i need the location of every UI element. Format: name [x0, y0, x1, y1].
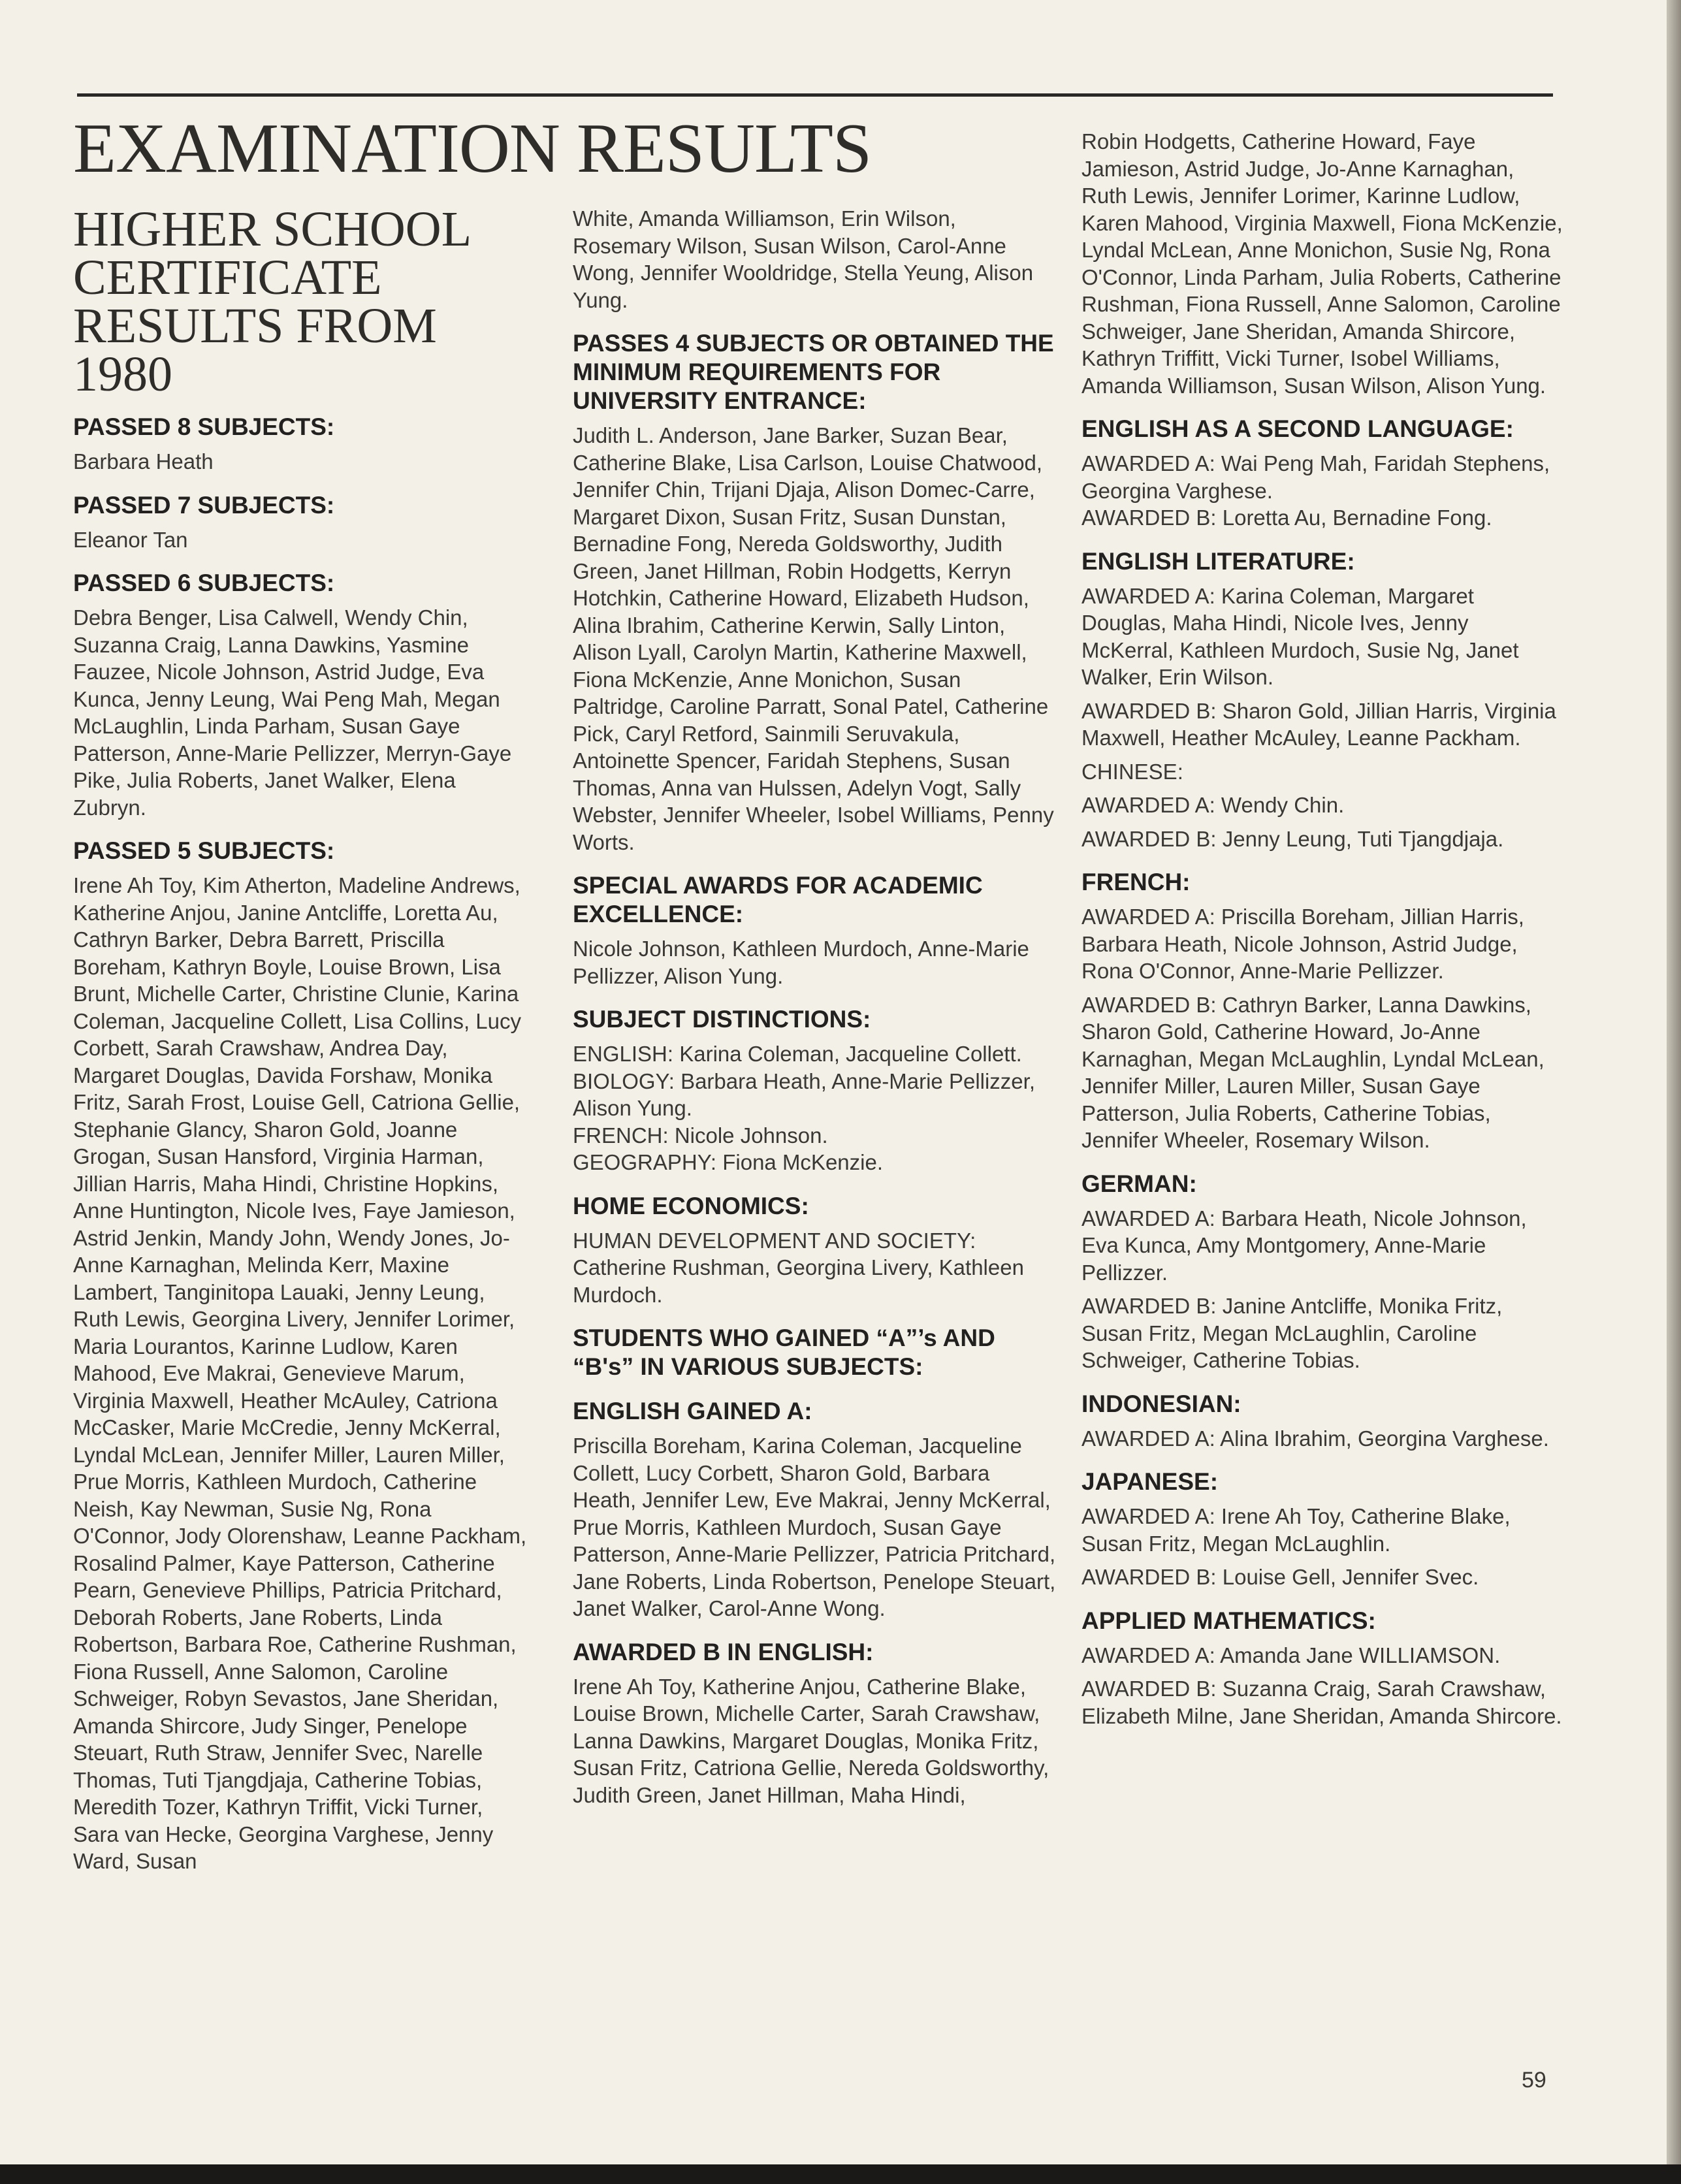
heading-passed-6: PASSED 6 SUBJECTS:: [73, 570, 335, 596]
names-passes-4: Judith L. Anderson, Jane Barker, Suzan Bear, Catherine Blake, Lisa Carlson, Louise Chatwood, Jennifer Chin, Trijani Djaja, Alison Domec-Carre, Margaret Dixon, Susan Fritz, Susan Dunstan, Bernadine Fong, Nereda Goldsworthy, Judith Green, Janet Hillman, Robin Hodgetts, Kerryn Hotchkin, Catherine Howard, Elizabeth Hudson, Alina Ibrahim, Catherine Kerwin, Sally Linton, Alison Lyall, Carolyn Martin, Katherine Maxwell, Fiona McKenzie, Anne Monichon, Susan Paltridge, Caroline Parratt, Sonal Patel, Catherine Pick, Caryl Retford, Sainmili Seruvakula, Antoinette Spencer, Faridah Stephens, Susan Thomas, Anna van Hulssen, Adelyn Vogt, Sally Webster, Jennifer Wheeler, Isobel Williams, Penny Worts.: [573, 423, 1054, 854]
esl-awarded-b: AWARDED B: Loretta Au, Bernadine Fong.: [1081, 506, 1492, 530]
japanese-awarded-a: AWARDED A: Irene Ah Toy, Catherine Blake, Susan Fritz, Megan McLaughlin.: [1081, 1504, 1511, 1556]
mathematics-awarded-a: AWARDED A: Amanda Jane WILLIAMSON.: [1081, 1643, 1501, 1667]
heading-subject-distinctions: SUBJECT DISTINCTIONS:: [573, 1006, 871, 1033]
distinction-english: ENGLISH: Karina Coleman, Jacqueline Collett.: [573, 1042, 1022, 1066]
heading-home-economics: HOME ECONOMICS:: [573, 1192, 809, 1219]
names-passed-6: Debra Benger, Lisa Calwell, Wendy Chin, Suzanna Craig, Lanna Dawkins, Yasmine Fauzee, Nicole Johnson, Astrid Judge, Eva Kunca, Jenny Leung, Wai Peng Mah, Megan McLaughlin, Linda Parham, Susan Gaye Patterson, Anne-Marie Pellizzer, Merryn-Gaye Pike, Julia Roberts, Janet Walker, Elena Zubryn.: [73, 605, 512, 820]
heading-passes-4: PASSES 4 SUBJECTS OR OBTAINED THE MINIMUM REQUIREMENTS FOR UNIVERSITY ENTRANCE:: [573, 330, 1054, 414]
heading-esl: ENGLISH AS A SECOND LANGUAGE:: [1081, 415, 1514, 442]
names-passed-5-continued: White, Amanda Williamson, Erin Wilson, Rosemary Wilson, Susan Wilson, Carol-Anne Wong, Jennifer Wooldridge, Stella Yeung, Alison Yung.: [573, 206, 1034, 312]
column-3: [1081, 128, 1565, 1736]
esl-awarded-a: AWARDED A: Wai Peng Mah, Faridah Stephens, Georgina Varghese.: [1081, 451, 1550, 503]
heading-german: GERMAN:: [1081, 1170, 1197, 1197]
heading-awarded-b-english: AWARDED B IN ENGLISH:: [573, 1638, 874, 1665]
names-awarded-b-english: Irene Ah Toy, Katherine Anjou, Catherine Blake, Louise Brown, Michelle Carter, Sarah Crawshaw, Lanna Dawkins, Margaret Douglas, Monika Fritz, Susan Fritz, Catriona Gellie, Nereda Goldsworthy, Judith Green, Janet Hillman, Maha Hindi,: [573, 1674, 1049, 1807]
heading-students-gained: STUDENTS WHO GAINED “A”’s AND “B's” IN VARIOUS SUBJECTS:: [573, 1325, 995, 1380]
names-passed-5: Irene Ah Toy, Kim Atherton, Madeline Andrews, Katherine Anjou, Janine Antcliffe, Loretta Au, Cathryn Barker, Debra Barrett, Priscilla Boreham, Kathryn Boyle, Louise Brown, Lisa Brunt, Michelle Carter, Christine Clunie, Karina Coleman, Jacqueline Collett, Lisa Collins, Lucy Corbett, Sarah Crawshaw, Andrea Day, Margaret Douglas, Davida Forshaw, Monika Fritz, Sarah Frost, Louise Gell, Catriona Gellie, Stephanie Glancy, Sharon Gold, Joanne Grogan, Susan Hansford, Virginia Harman, Jillian Harris, Maha Hindi, Christine Hopkins, Anne Huntington, Nicole Ives, Faye Jamieson, Astrid Jenkin, Mandy John, Wendy Jones, Jo-Anne Karnaghan, Melinda Kerr, Maxine Lambert, Tanginitopa Lauaki, Jenny Leung, Ruth Lewis, Georgina Livery, Jennifer Lorimer, Maria Lourantos, Karinne Ludlow, Karen Mahood, Eve Makrai, Genevieve Marum, Virginia Maxwell, Heather McAuley, Catriona McCasker, Marie McCredie, Jenny McKerral, Lyndal McLean, Jennifer Miller, Lauren Miller, Prue Morris, Kathleen Murdoch, Catherine Neish, Kay Newman, Susie Ng, Rona O'Connor, Jody Olorenshaw, Leanne Packham, Rosalind Palmer, Kaye Patterson, Catherine Pearn, Genevieve Phillips, Patricia Pritchard, Deborah Roberts, Jane Roberts, Linda Robertson, Barbara Roe, Catherine Rushman, Fiona Russell, Anne Salomon, Caroline Schweiger, Robyn Sevastos, Jane Sheridan, Amanda Shircore, Judy Singer, Penelope Steuart, Ruth Straw, Jennifer Svec, Narelle Thomas, Tuti Tjangdjaja, Catherine Tobias, Meredith Tozer, Kathryn Triffit, Vicki Turner, Sara van Hecke, Georgina Varghese, Jenny Ward, Susan: [73, 873, 527, 1873]
names-awarded-b-english-continued: Robin Hodgetts, Catherine Howard, Faye Jamieson, Astrid Judge, Jo-Anne Karnaghan, Ruth Lewis, Jennifer Lorimer, Karinne Ludlow, Karen Mahood, Virginia Maxwell, Fiona McKenzie, Lyndal McLean, Anne Monichon, Susie Ng, Rona O'Connor, Linda Parham, Julia Roberts, Catherine Rushman, Fiona Russell, Anne Salomon, Caroline Schweiger, Jane Sheridan, Amanda Shircore, Kathryn Triffitt, Vicki Turner, Isobel Williams, Amanda Williamson, Susan Wilson, Alison Yung.: [1081, 129, 1563, 398]
heading-passed-5: PASSED 5 SUBJECTS:: [73, 837, 335, 864]
heading-indonesian: INDONESIAN:: [1081, 1390, 1241, 1417]
heading-applied-mathematics: APPLIED MATHEMATICS:: [1081, 1607, 1376, 1634]
top-rule: [77, 93, 1553, 97]
indonesian-awarded-a: AWARDED A: Alina Ibrahim, Georgina Varghese.: [1081, 1426, 1549, 1451]
distinction-french: FRENCH: Nicole Johnson.: [573, 1123, 828, 1148]
distinction-geography: GEOGRAPHY: Fiona McKenzie.: [573, 1150, 884, 1174]
names-passed-7: Eleanor Tan: [73, 527, 188, 552]
names-passed-8: Barbara Heath: [73, 449, 214, 474]
literature-awarded-a: AWARDED A: Karina Coleman, Margaret Douglas, Maha Hindi, Nicole Ives, Jenny McKerral, Kathleen Murdoch, Susie Ng, Janet Walker, Erin Wilson.: [1081, 583, 1519, 689]
column-1: [73, 202, 530, 1882]
heading-special-awards: SPECIAL AWARDS FOR ACADEMIC EXCELLENCE:: [573, 872, 983, 927]
literature-awarded-b: AWARDED B: Sharon Gold, Jillian Harris, Virginia Maxwell, Heather McAuley, Leanne Packham.: [1081, 698, 1556, 750]
japanese-awarded-b: AWARDED B: Louise Gell, Jennifer Svec.: [1081, 1565, 1479, 1589]
mathematics-awarded-b: AWARDED B: Suzanna Craig, Sarah Crawshaw, Elizabeth Milne, Jane Sheridan, Amanda Shircore.: [1081, 1677, 1562, 1728]
page-number: 59: [1522, 2068, 1546, 2093]
german-awarded-a: AWARDED A: Barbara Heath, Nicole Johnson, Eva Kunca, Amy Montgomery, Anne-Marie Pellizzer.: [1081, 1206, 1527, 1285]
names-special-awards: Nicole Johnson, Kathleen Murdoch, Anne-Marie Pellizzer, Alison Yung.: [573, 937, 1029, 988]
heading-passed-7: PASSED 7 SUBJECTS:: [73, 491, 335, 519]
german-awarded-b: AWARDED B: Janine Antcliffe, Monika Fritz, Susan Fritz, Megan McLaughlin, Caroline Schweiger, Catherine Tobias.: [1081, 1294, 1503, 1372]
heading-chinese: CHINESE:: [1081, 759, 1183, 784]
distinction-biology: BIOLOGY: Barbara Heath, Anne-Marie Pellizzer, Alison Yung.: [573, 1068, 1036, 1120]
heading-japanese: JAPANESE:: [1081, 1468, 1219, 1495]
chinese-awarded-b: AWARDED B: Jenny Leung, Tuti Tjangdjaja.: [1081, 826, 1504, 851]
names-english-gained-a: Priscilla Boreham, Karina Coleman, Jacqueline Collett, Lucy Corbett, Sharon Gold, Barbara Heath, Jennifer Lew, Eve Makrai, Jenny McKerral, Prue Morris, Kathleen Murdoch, Susan Gaye Patterson, Anne-Marie Pellizzer, Patricia Pritchard, Jane Roberts, Linda Robertson, Penelope Steuart, Janet Walker, Carol-Anne Wong.: [573, 1434, 1056, 1620]
page-title: EXAMINATION RESULTS: [73, 110, 872, 187]
heading-passed-8: PASSED 8 SUBJECTS:: [73, 413, 335, 440]
french-awarded-b: AWARDED B: Cathryn Barker, Lanna Dawkins, Sharon Gold, Catherine Howard, Jo-Anne Karnaghan, Megan McLaughlin, Lyndal McLean, Jennifer Miller, Lauren Miller, Susan Gaye Patterson, Julia Roberts, Catherine Tobias, Jennifer Wheeler, Rosemary Wilson.: [1081, 992, 1545, 1152]
french-awarded-a: AWARDED A: Priscilla Boreham, Jillian Harris, Barbara Heath, Nicole Johnson, Astrid Judge, Rona O'Connor, Anne-Marie Pellizzer.: [1081, 905, 1524, 983]
heading-english-gained-a: ENGLISH GAINED A:: [573, 1398, 812, 1424]
page-edge-shadow: [1667, 0, 1681, 2184]
scan-border: [0, 2164, 1681, 2184]
column-2: [573, 205, 1056, 1815]
names-home-economics: HUMAN DEVELOPMENT AND SOCIETY: Catherine Rushman, Georgina Livery, Kathleen Murdoch.: [573, 1228, 1024, 1307]
section-subtitle: HIGHER SCHOOL CERTIFICATE RESULTS FROM 1980: [73, 202, 470, 402]
chinese-awarded-a: AWARDED A: Wendy Chin.: [1081, 793, 1345, 817]
heading-french: FRENCH:: [1081, 869, 1191, 895]
heading-english-literature: ENGLISH LITERATURE:: [1081, 547, 1355, 575]
